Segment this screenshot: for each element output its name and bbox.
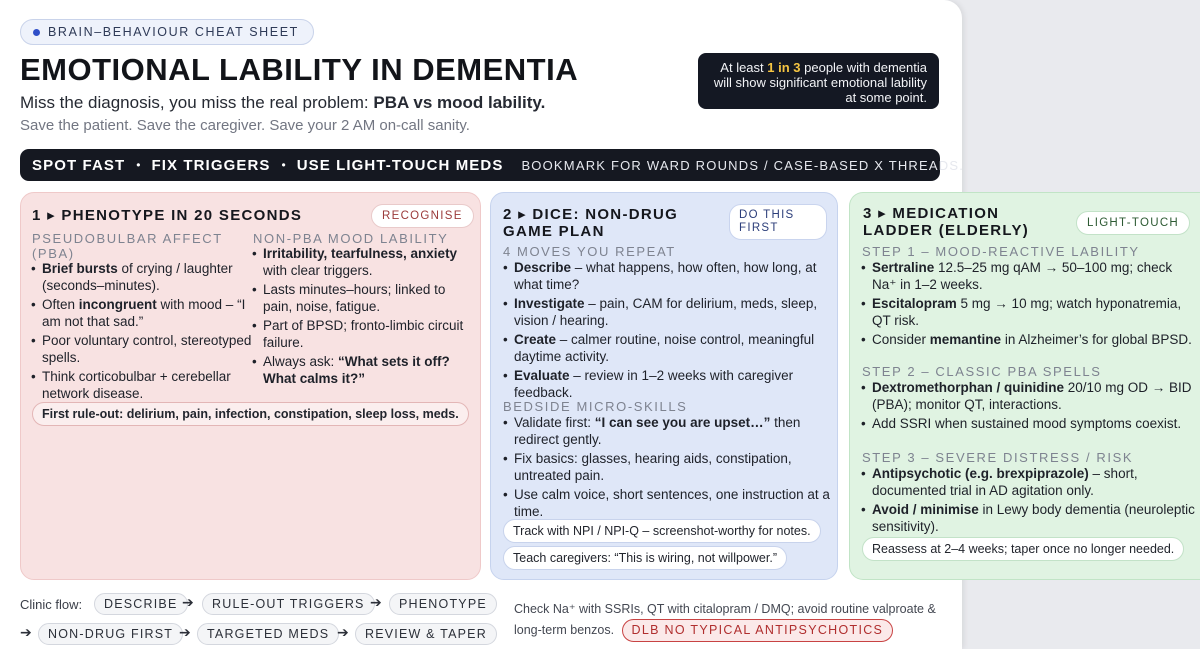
- list-item: • Always ask: “What sets it off? What calms it?”: [263, 354, 477, 387]
- stat-highlight: 1 in 3: [767, 60, 801, 75]
- step1-label: STEP 1 – MOOD-REACTIVE LABILITY: [862, 244, 1140, 259]
- caregiver-note: Teach caregivers: “This is wiring, not willpower.”: [503, 546, 787, 570]
- banner-separator-icon: •: [281, 158, 286, 172]
- list-item: • Dextromethorphan / quinidine 20/10 mg OD → BID (PBA); monitor QT, interactions.: [872, 380, 1198, 413]
- list-item: • Irritability, tearfulness, anxiety with clear triggers.: [263, 246, 477, 279]
- banner-item-spot: SPOT FAST: [32, 156, 126, 174]
- micro-skills-label: BEDSIDE MICRO-SKILLS: [503, 399, 688, 414]
- safety-footnote: [514, 600, 944, 642]
- flow-step-rule-out: RULE-OUT TRIGGERS: [202, 593, 375, 615]
- list-item: • Sertraline 12.5–25 mg qAM → 50–100 mg; check Na⁺ in 1–2 weeks.: [872, 260, 1198, 293]
- flow-step-describe: DESCRIBE: [94, 593, 188, 615]
- list-item: • Part of BPSD; fronto-limbic circuit failure.: [263, 318, 477, 351]
- tracking-note: Track with NPI / NPI-Q – screenshot-worthy for notes.: [503, 519, 821, 543]
- pba-label-line1: PSEUDOBULBAR AFFECT: [32, 231, 223, 246]
- phenotype-card-title: 1 ▸ PHENOTYPE IN 20 SECONDS: [32, 207, 303, 224]
- step1-list: [861, 260, 1198, 352]
- list-item: • Poor voluntary control, stereotyped spells.: [42, 333, 256, 366]
- list-item: • Create – calmer routine, noise control, meaningful daytime activity.: [514, 332, 832, 365]
- list-item: • Think corticobulbar + cerebellar network disease.: [42, 369, 256, 402]
- category-tag-label: BRAIN–BEHAVIOUR CHEAT SHEET: [48, 25, 299, 39]
- arrow-right-icon: ➔: [182, 594, 194, 610]
- list-item: • Consider memantine in Alzheimer’s for global BPSD.: [872, 332, 1198, 349]
- list-item: • Fix basics: glasses, hearing aids, constipation, untreated pain.: [514, 451, 832, 484]
- subtitle-text: Miss the diagnosis, you miss the real problem:: [20, 93, 374, 112]
- list-item: • Avoid / minimise in Lewy body dementia (neuroleptic sensitivity).: [872, 502, 1198, 535]
- banner-item-meds: USE LIGHT-TOUCH MEDS: [296, 156, 504, 174]
- arrow-right-icon: ➔: [370, 594, 382, 610]
- micro-skills-list: [503, 415, 832, 523]
- mood-lability-list: [252, 246, 477, 390]
- banner-item-triggers: FIX TRIGGERS: [151, 156, 271, 174]
- moves-label: 4 MOVES YOU REPEAT: [503, 244, 676, 259]
- step3-label: STEP 3 – SEVERE DISTRESS / RISK: [862, 450, 1134, 465]
- do-this-first-badge: DO THIS FIRST: [729, 204, 827, 240]
- list-item: • Brief bursts of crying / laughter (seconds–minutes).: [42, 261, 256, 294]
- recognise-badge: RECOGNISE: [371, 204, 474, 228]
- arrow-right-icon: ➔: [20, 624, 32, 640]
- reassess-note: Reassess at 2–4 weeks; taper once no longer needed.: [862, 537, 1184, 561]
- list-item: • Use calm voice, short sentences, one instruction at a time.: [514, 487, 832, 520]
- flow-step-targeted-meds: TARGETED MEDS: [197, 623, 339, 645]
- prevalence-callout: [698, 53, 939, 109]
- category-tag: [20, 19, 314, 45]
- phenotype-card: [20, 192, 481, 580]
- safety-footnote-text: Check Na⁺ with SSRIs, QT with citalopram / DMQ; avoid routine valproate & long-term benzos.: [514, 602, 936, 637]
- step2-list: [861, 380, 1198, 436]
- pba-list: [31, 261, 256, 405]
- list-item: • Validate first: “I can see you are upset…” then redirect gently.: [514, 415, 832, 448]
- flow-step-non-drug: NON-DRUG FIRST: [38, 623, 183, 645]
- banner-separator-icon: •: [136, 158, 141, 172]
- pba-label: [32, 231, 223, 261]
- dice-card: [490, 192, 838, 580]
- dice-card-title: 2 ▸ DICE: NON-DRUG GAME PLAN: [503, 206, 679, 240]
- list-item: • Describe – what happens, how often, how long, at what time?: [514, 260, 832, 293]
- page-title: EMOTIONAL LABILITY IN DEMENTIA: [20, 52, 579, 87]
- arrow-right-icon: ➔: [337, 624, 349, 640]
- clinic-flow-label: Clinic flow:: [20, 597, 83, 612]
- step3-list: [861, 466, 1198, 538]
- list-item: • Evaluate – review in 1–2 weeks with caregiver feedback.: [514, 368, 832, 401]
- dice-moves-list: [503, 260, 832, 404]
- medication-card: [849, 192, 1200, 580]
- rule-out-note: First rule-out: delirium, pain, infection, constipation, sleep loss, meds.: [32, 402, 469, 426]
- stat-before: At least: [720, 60, 768, 75]
- arrow-right-icon: ➔: [179, 624, 191, 640]
- subtitle: [20, 93, 545, 113]
- subtitle-emphasis: PBA vs mood lability.: [373, 93, 546, 112]
- list-item: • Investigate – pain, CAM for delirium, meds, sleep, vision / hearing.: [514, 296, 832, 329]
- medication-card-title: 3 ▸ MEDICATION LADDER (ELDERLY): [863, 205, 1030, 239]
- pba-label-line2: (PBA): [32, 246, 75, 261]
- light-touch-badge: LIGHT-TOUCH: [1076, 211, 1190, 235]
- bullet-dot-icon: [33, 29, 40, 36]
- dlb-warning-badge: DLB NO TYPICAL ANTIPSYCHOTICS: [622, 619, 894, 642]
- list-item: • Antipsychotic (e.g. brexpiprazole) – short, documented trial in AD agitation only.: [872, 466, 1198, 499]
- step2-label: STEP 2 – CLASSIC PBA SPELLS: [862, 364, 1102, 379]
- stat-after: people with dementia will show significant emotional lability at some point.: [713, 60, 927, 105]
- key-actions-banner: [20, 149, 965, 181]
- list-item: • Often incongruent with mood – “I am not that sad.”: [42, 297, 256, 330]
- banner-bookmark-text: BOOKMARK FOR WARD ROUNDS / CASE-BASED X THREADS.: [521, 157, 965, 173]
- list-item: • Add SSRI when sustained mood symptoms coexist.: [872, 416, 1198, 433]
- mood-lability-label: NON-PBA MOOD LABILITY: [253, 231, 449, 246]
- flow-step-review-taper: REVIEW & TAPER: [355, 623, 497, 645]
- list-item: • Lasts minutes–hours; linked to pain, noise, fatigue.: [263, 282, 477, 315]
- flow-step-phenotype: PHENOTYPE: [389, 593, 497, 615]
- list-item: • Escitalopram 5 mg → 10 mg; watch hyponatremia, QT risk.: [872, 296, 1198, 329]
- tagline: Save the patient. Save the caregiver. Save your 2 AM on-call sanity.: [20, 117, 470, 134]
